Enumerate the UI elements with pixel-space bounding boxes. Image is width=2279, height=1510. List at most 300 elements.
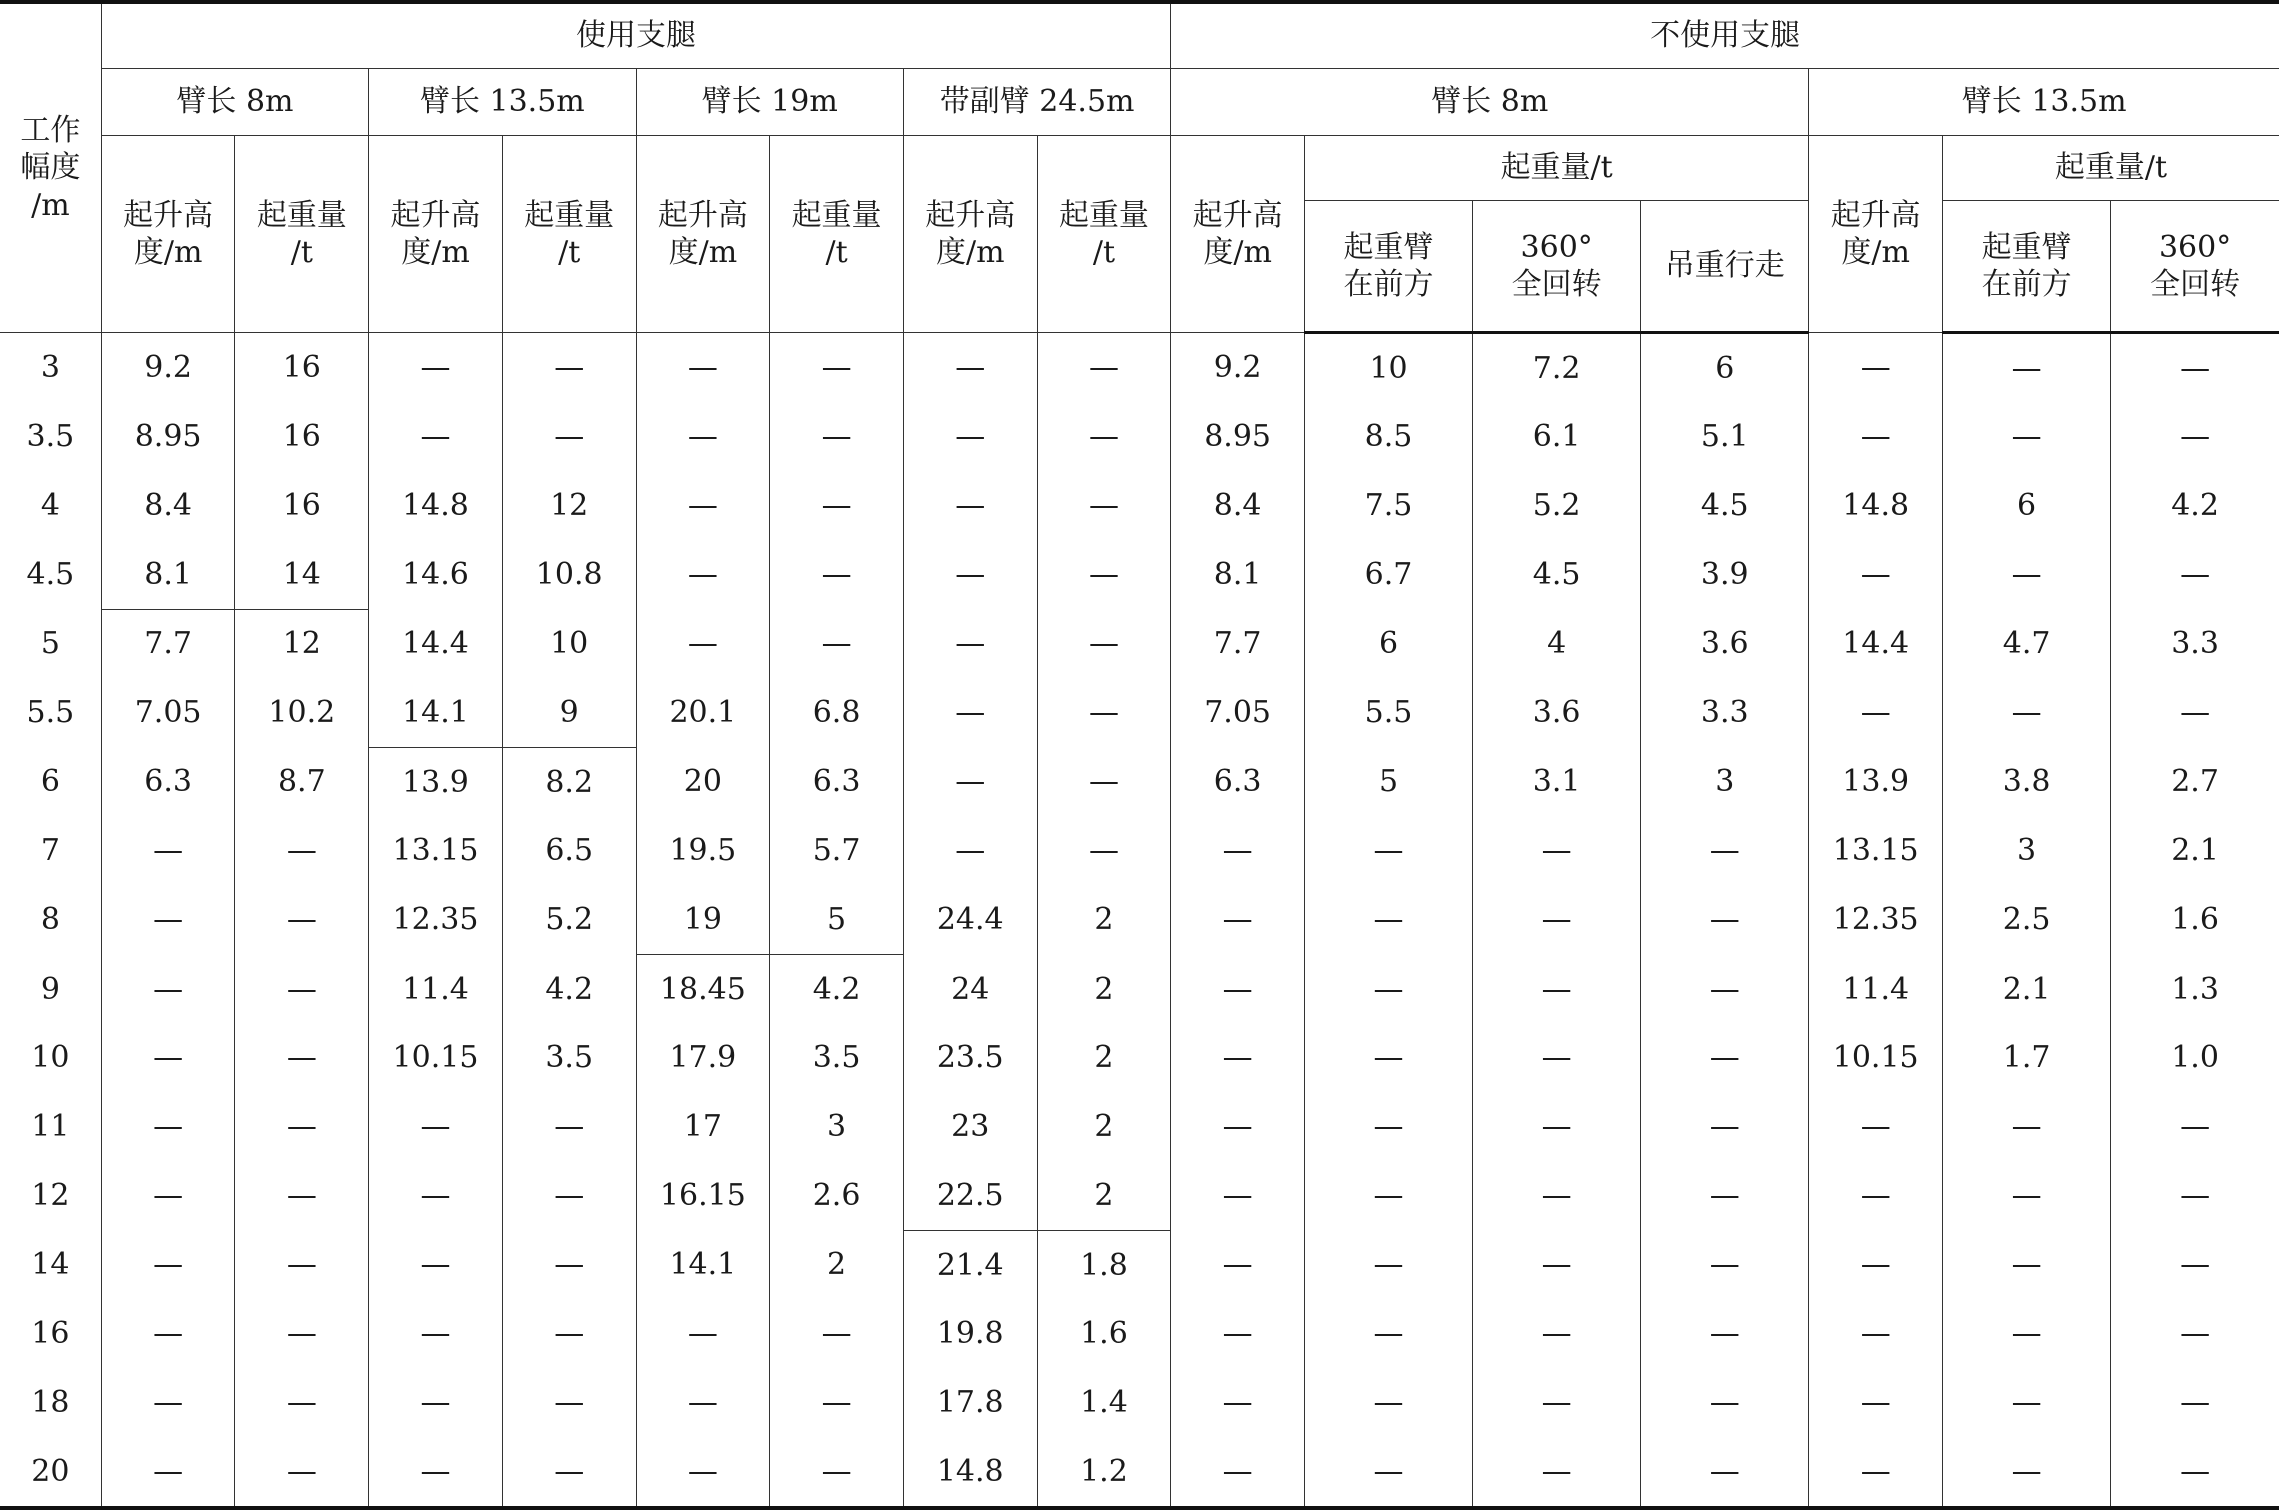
table-cell: 6 xyxy=(1943,471,2111,540)
table-cell: — xyxy=(1171,1300,1305,1369)
table-cell: 23 xyxy=(903,1093,1037,1162)
table-row xyxy=(0,1024,2279,1093)
table-cell: — xyxy=(770,540,904,609)
table-cell: — xyxy=(502,1161,636,1230)
table-cell: 3.5 xyxy=(502,1024,636,1093)
table-cell: — xyxy=(1641,1368,1809,1437)
table-cell: 7.2 xyxy=(1473,333,1641,403)
table-cell: — xyxy=(636,1437,770,1508)
table-cell: — xyxy=(1171,1024,1305,1093)
table-cell: — xyxy=(1304,1024,1472,1093)
table-cell: 3 xyxy=(770,1093,904,1162)
table-cell: 12.35 xyxy=(1809,886,1943,955)
table-cell: — xyxy=(235,1368,369,1437)
table-cell: — xyxy=(770,1437,904,1508)
table-cell: — xyxy=(101,886,235,955)
no-outrigger-boom-8m-header: 臂长 8m xyxy=(1171,69,1809,136)
table-row xyxy=(0,955,2279,1024)
table-cell: 24.4 xyxy=(903,886,1037,955)
table-cell: — xyxy=(1809,1368,1943,1437)
table-cell: — xyxy=(1171,886,1305,955)
table-cell: 8.1 xyxy=(101,540,235,609)
table-cell: — xyxy=(1809,1093,1943,1162)
table-cell: — xyxy=(235,1024,369,1093)
table-cell: 2.1 xyxy=(2111,817,2279,886)
table-cell: — xyxy=(1304,1093,1472,1162)
boom-front-header: 起重臂 在前方 xyxy=(1943,201,2111,333)
table-cell: 10.15 xyxy=(369,1024,503,1093)
table-cell: 14.8 xyxy=(903,1437,1037,1508)
table-cell: 4.2 xyxy=(2111,471,2279,540)
table-cell: — xyxy=(502,1093,636,1162)
table-cell: 14.1 xyxy=(636,1230,770,1299)
work-range-cell: 18 xyxy=(0,1368,101,1437)
no-outrigger-boom-13-5m-header: 臂长 13.5m xyxy=(1809,69,2279,136)
table-cell: — xyxy=(502,1300,636,1369)
table-cell: 4.5 xyxy=(1473,540,1641,609)
table-cell: 8.5 xyxy=(1304,403,1472,472)
table-cell: — xyxy=(369,1368,503,1437)
table-cell: — xyxy=(369,403,503,472)
full-rotation-header: 360° 全回转 xyxy=(1473,201,1641,333)
lift-weight-header: 起重量 /t xyxy=(502,136,636,333)
table-cell: 5.1 xyxy=(1641,403,1809,472)
table-cell: — xyxy=(1809,1300,1943,1369)
table-cell: — xyxy=(770,609,904,678)
table-cell: 17 xyxy=(636,1093,770,1162)
work-range-cell: 10 xyxy=(0,1024,101,1093)
table-cell: 19 xyxy=(636,886,770,955)
table-cell: 3.9 xyxy=(1641,540,1809,609)
table-cell: 4 xyxy=(1473,609,1641,678)
table-cell: 22.5 xyxy=(903,1161,1037,1230)
table-cell: — xyxy=(770,1368,904,1437)
table-cell: — xyxy=(1037,471,1171,540)
table-cell: — xyxy=(1171,1437,1305,1508)
table-cell: — xyxy=(770,471,904,540)
table-cell: 7.05 xyxy=(1171,678,1305,747)
table-cell: 4.5 xyxy=(1641,471,1809,540)
table-cell: — xyxy=(1473,886,1641,955)
table-cell: — xyxy=(1473,1093,1641,1162)
table-cell: — xyxy=(903,403,1037,472)
table-cell: 1.3 xyxy=(2111,955,2279,1024)
table-cell: — xyxy=(1473,1300,1641,1369)
table-cell: — xyxy=(1809,1230,1943,1299)
table-row xyxy=(0,886,2279,955)
table-cell: 6.5 xyxy=(502,817,636,886)
table-cell: 14 xyxy=(235,540,369,609)
table-cell: — xyxy=(903,540,1037,609)
table-cell: — xyxy=(1641,1161,1809,1230)
table-cell: — xyxy=(101,1161,235,1230)
table-cell: — xyxy=(903,609,1037,678)
table-cell: — xyxy=(101,955,235,1024)
table-cell: — xyxy=(235,955,369,1024)
table-cell: 2 xyxy=(1037,1093,1171,1162)
table-cell: — xyxy=(1641,817,1809,886)
table-cell: 3.1 xyxy=(1473,748,1641,817)
table-cell: 1.7 xyxy=(1943,1024,2111,1093)
work-range-cell: 7 xyxy=(0,817,101,886)
table-cell: — xyxy=(101,1300,235,1369)
table-cell: 3.6 xyxy=(1473,678,1641,747)
table-cell: — xyxy=(369,1093,503,1162)
table-cell: — xyxy=(1037,817,1171,886)
table-cell: 9 xyxy=(502,678,636,747)
table-cell: 2 xyxy=(1037,1024,1171,1093)
table-cell: 13.9 xyxy=(369,748,503,817)
table-cell: — xyxy=(2111,1093,2279,1162)
table-cell: — xyxy=(636,1368,770,1437)
table-cell: — xyxy=(1943,678,2111,747)
table-cell: 6.3 xyxy=(1171,748,1305,817)
table-cell: 5 xyxy=(770,886,904,955)
table-row xyxy=(0,1230,2279,1299)
table-row xyxy=(0,1437,2279,1508)
lift-weight-header: 起重量 /t xyxy=(235,136,369,333)
table-cell: — xyxy=(1809,333,1943,403)
table-cell: 8.7 xyxy=(235,748,369,817)
table-cell: 14.1 xyxy=(369,678,503,747)
table-cell: 6.7 xyxy=(1304,540,1472,609)
table-cell: — xyxy=(1809,1161,1943,1230)
table-row xyxy=(0,471,2279,540)
table-cell: — xyxy=(1641,955,1809,1024)
lift-height-header: 起升高 度/m xyxy=(369,136,503,333)
table-cell: — xyxy=(101,817,235,886)
table-cell: — xyxy=(1641,1437,1809,1508)
table-row xyxy=(0,678,2279,747)
table-cell: 3.3 xyxy=(2111,609,2279,678)
table-cell: — xyxy=(903,748,1037,817)
table-cell: — xyxy=(101,1024,235,1093)
table-cell: 10.8 xyxy=(502,540,636,609)
table-header xyxy=(0,2,2279,333)
table-cell: 21.4 xyxy=(903,1230,1037,1299)
table-cell: 5.5 xyxy=(1304,678,1472,747)
boom-front-header: 起重臂 在前方 xyxy=(1304,201,1472,333)
table-row xyxy=(0,817,2279,886)
table-cell: — xyxy=(1171,1093,1305,1162)
table-cell: 11.4 xyxy=(369,955,503,1024)
table-cell: 14.6 xyxy=(369,540,503,609)
table-cell: — xyxy=(1943,1161,2111,1230)
table-cell: 10.15 xyxy=(1809,1024,1943,1093)
table-cell: 16 xyxy=(235,333,369,403)
table-cell: — xyxy=(2111,403,2279,472)
table-cell: — xyxy=(636,1300,770,1369)
table-cell: 6.8 xyxy=(770,678,904,747)
table-cell: — xyxy=(1304,1230,1472,1299)
work-range-cell: 14 xyxy=(0,1230,101,1299)
table-row xyxy=(0,403,2279,472)
table-cell: 5.2 xyxy=(502,886,636,955)
table-cell: — xyxy=(1473,1024,1641,1093)
table-cell: — xyxy=(770,333,904,403)
table-cell: — xyxy=(1037,333,1171,403)
table-cell: — xyxy=(101,1437,235,1508)
table-cell: — xyxy=(1037,609,1171,678)
table-cell: 6.1 xyxy=(1473,403,1641,472)
table-cell: 7.5 xyxy=(1304,471,1472,540)
table-cell: 8.4 xyxy=(1171,471,1305,540)
table-cell: 8.2 xyxy=(502,748,636,817)
table-cell: 14.4 xyxy=(1809,609,1943,678)
table-row xyxy=(0,1368,2279,1437)
table-cell: 5 xyxy=(1304,748,1472,817)
lift-weight-group-header: 起重量/t xyxy=(1304,136,1808,201)
table-cell: 6.3 xyxy=(101,748,235,817)
table-cell: — xyxy=(903,333,1037,403)
table-cell: 16.15 xyxy=(636,1161,770,1230)
table-cell: — xyxy=(1943,1093,2111,1162)
table-cell: — xyxy=(1641,1230,1809,1299)
table-row xyxy=(0,540,2279,609)
boom-13-5m-header: 臂长 13.5m xyxy=(369,69,636,136)
work-range-cell: 9 xyxy=(0,955,101,1024)
table-cell: — xyxy=(502,1368,636,1437)
table-cell: 12.35 xyxy=(369,886,503,955)
table-cell: — xyxy=(1171,1230,1305,1299)
table-cell: 1.6 xyxy=(1037,1300,1171,1369)
table-cell: — xyxy=(235,1161,369,1230)
table-cell: — xyxy=(1809,540,1943,609)
table-cell: — xyxy=(636,471,770,540)
work-range-cell: 20 xyxy=(0,1437,101,1508)
table-cell: — xyxy=(636,540,770,609)
table-cell: 3.6 xyxy=(1641,609,1809,678)
table-cell: 17.9 xyxy=(636,1024,770,1093)
table-cell: 2.5 xyxy=(1943,886,2111,955)
work-range-cell: 12 xyxy=(0,1161,101,1230)
table-cell: — xyxy=(1943,540,2111,609)
table-cell: — xyxy=(636,403,770,472)
lift-weight-header: 起重量 /t xyxy=(770,136,904,333)
table-cell: — xyxy=(1641,1024,1809,1093)
table-cell: 24 xyxy=(903,955,1037,1024)
table-cell: 6 xyxy=(1304,609,1472,678)
table-cell: — xyxy=(369,1230,503,1299)
table-body xyxy=(0,333,2279,1508)
table-cell: — xyxy=(1037,678,1171,747)
table-cell: — xyxy=(1037,748,1171,817)
work-range-cell: 16 xyxy=(0,1300,101,1369)
table-cell: 3 xyxy=(1943,817,2111,886)
table-cell: 4.2 xyxy=(502,955,636,1024)
lift-height-header: 起升高 度/m xyxy=(1809,136,1943,333)
travel-with-load-header: 吊重行走 xyxy=(1641,201,1809,333)
table-cell: — xyxy=(101,1368,235,1437)
work-range-cell: 4 xyxy=(0,471,101,540)
table-cell: — xyxy=(369,1161,503,1230)
table-cell: 9.2 xyxy=(1171,333,1305,403)
lift-weight-group-header: 起重量/t xyxy=(1943,136,2279,201)
table-cell: — xyxy=(1171,1161,1305,1230)
table-cell: 1.0 xyxy=(2111,1024,2279,1093)
table-cell: 1.2 xyxy=(1037,1437,1171,1508)
table-row xyxy=(0,748,2279,817)
table-cell: 3.3 xyxy=(1641,678,1809,747)
table-cell: 12 xyxy=(235,609,369,678)
lift-weight-header: 起重量 /t xyxy=(1037,136,1171,333)
table-cell: — xyxy=(2111,1300,2279,1369)
table-cell: — xyxy=(1473,1368,1641,1437)
table-cell: 7.05 xyxy=(101,678,235,747)
table-cell: — xyxy=(903,817,1037,886)
table-cell: — xyxy=(1809,1437,1943,1508)
table-cell: — xyxy=(2111,1230,2279,1299)
table-cell: 20 xyxy=(636,748,770,817)
table-cell: — xyxy=(369,1437,503,1508)
table-cell: — xyxy=(2111,1368,2279,1437)
table-cell: 16 xyxy=(235,403,369,472)
table-cell: — xyxy=(1943,403,2111,472)
with-outrigger-header: 使用支腿 xyxy=(101,2,1171,69)
table-cell: 17.8 xyxy=(903,1368,1037,1437)
table-cell: 13.15 xyxy=(1809,817,1943,886)
table-row xyxy=(0,333,2279,403)
table-cell: — xyxy=(2111,1437,2279,1508)
work-range-cell: 3 xyxy=(0,333,101,403)
table-cell: — xyxy=(1304,1437,1472,1508)
table-cell: 2.6 xyxy=(770,1161,904,1230)
table-cell: 18.45 xyxy=(636,955,770,1024)
lift-height-header: 起升高 度/m xyxy=(903,136,1037,333)
table-cell: — xyxy=(502,1437,636,1508)
table-cell: — xyxy=(1943,1437,2111,1508)
table-cell: 4.7 xyxy=(1943,609,2111,678)
table-cell: — xyxy=(235,886,369,955)
table-cell: 16 xyxy=(235,471,369,540)
table-cell: — xyxy=(770,1300,904,1369)
table-cell: — xyxy=(770,403,904,472)
table-cell: 2.7 xyxy=(2111,748,2279,817)
table-cell: — xyxy=(636,333,770,403)
table-cell: — xyxy=(369,1300,503,1369)
table-cell: — xyxy=(1304,1300,1472,1369)
table-cell: — xyxy=(903,471,1037,540)
table-row xyxy=(0,1161,2279,1230)
table-cell: 14.4 xyxy=(369,609,503,678)
table-cell: 3.8 xyxy=(1943,748,2111,817)
table-cell: — xyxy=(1473,955,1641,1024)
table-cell: 4.2 xyxy=(770,955,904,1024)
table-cell: 11.4 xyxy=(1809,955,1943,1024)
table-cell: — xyxy=(2111,333,2279,403)
without-outrigger-header: 不使用支腿 xyxy=(1171,2,2279,69)
boom-8m-header: 臂长 8m xyxy=(101,69,368,136)
table-cell: 1.6 xyxy=(2111,886,2279,955)
table-cell: 14.8 xyxy=(369,471,503,540)
table-cell: 8.95 xyxy=(101,403,235,472)
work-range-cell: 8 xyxy=(0,886,101,955)
work-range-cell: 5 xyxy=(0,609,101,678)
table-cell: — xyxy=(2111,540,2279,609)
table-cell: 10 xyxy=(502,609,636,678)
table-cell: — xyxy=(1943,1300,2111,1369)
table-cell: 1.8 xyxy=(1037,1230,1171,1299)
table-cell: — xyxy=(101,1230,235,1299)
table-cell: 2.1 xyxy=(1943,955,2111,1024)
table-cell: 13.9 xyxy=(1809,748,1943,817)
table-cell: — xyxy=(1304,955,1472,1024)
table-cell: — xyxy=(1037,403,1171,472)
table-cell: — xyxy=(1641,886,1809,955)
table-cell: — xyxy=(1809,403,1943,472)
table-cell: 2 xyxy=(770,1230,904,1299)
lift-height-header: 起升高 度/m xyxy=(636,136,770,333)
full-rotation-header: 360° 全回转 xyxy=(2111,201,2279,333)
table-cell: — xyxy=(1473,1437,1641,1508)
table-cell: — xyxy=(235,1230,369,1299)
work-range-cell: 11 xyxy=(0,1093,101,1162)
lift-height-header: 起升高 度/m xyxy=(101,136,235,333)
table-cell: 6.3 xyxy=(770,748,904,817)
table-cell: 19.8 xyxy=(903,1300,1037,1369)
table-cell: 5.7 xyxy=(770,817,904,886)
table-cell: 8.95 xyxy=(1171,403,1305,472)
table-cell: — xyxy=(235,817,369,886)
table-cell: 10.2 xyxy=(235,678,369,747)
lift-height-header: 起升高 度/m xyxy=(1171,136,1305,333)
table-cell: 2 xyxy=(1037,886,1171,955)
table-cell: — xyxy=(1809,678,1943,747)
table-cell: 13.15 xyxy=(369,817,503,886)
work-range-cell: 3.5 xyxy=(0,403,101,472)
table-cell: 12 xyxy=(502,471,636,540)
table-cell: 19.5 xyxy=(636,817,770,886)
table-cell: 14.8 xyxy=(1809,471,1943,540)
table-cell: 7.7 xyxy=(101,609,235,678)
table-cell: — xyxy=(1473,1230,1641,1299)
boom-jib-24-5m-header: 带副臂 24.5m xyxy=(903,69,1170,136)
table-cell: 6 xyxy=(1641,333,1809,403)
table-cell: 1.4 xyxy=(1037,1368,1171,1437)
table-cell: 3.5 xyxy=(770,1024,904,1093)
table-row xyxy=(0,1300,2279,1369)
work-range-cell: 6 xyxy=(0,748,101,817)
table-cell: — xyxy=(502,1230,636,1299)
boom-19m-header: 臂长 19m xyxy=(636,69,903,136)
table-cell: — xyxy=(1641,1300,1809,1369)
table-cell: — xyxy=(101,1093,235,1162)
table-cell: — xyxy=(235,1093,369,1162)
table-cell: 5.2 xyxy=(1473,471,1641,540)
table-cell: — xyxy=(636,609,770,678)
table-cell: — xyxy=(1304,1161,1472,1230)
table-cell: — xyxy=(903,678,1037,747)
table-cell: — xyxy=(1171,817,1305,886)
table-row xyxy=(0,609,2279,678)
work-range-cell: 5.5 xyxy=(0,678,101,747)
table-cell: — xyxy=(2111,678,2279,747)
table-cell: — xyxy=(1943,333,2111,403)
table-cell: 8.4 xyxy=(101,471,235,540)
table-cell: — xyxy=(1171,955,1305,1024)
table-row xyxy=(0,1093,2279,1162)
table-cell: 8.1 xyxy=(1171,540,1305,609)
table-cell: — xyxy=(1473,817,1641,886)
table-cell: — xyxy=(502,333,636,403)
table-cell: — xyxy=(2111,1161,2279,1230)
table-cell: — xyxy=(1037,540,1171,609)
table-cell: 10 xyxy=(1304,333,1472,403)
table-cell: 7.7 xyxy=(1171,609,1305,678)
table-cell: — xyxy=(1943,1230,2111,1299)
table-cell: — xyxy=(1304,1368,1472,1437)
table-cell: 20.1 xyxy=(636,678,770,747)
